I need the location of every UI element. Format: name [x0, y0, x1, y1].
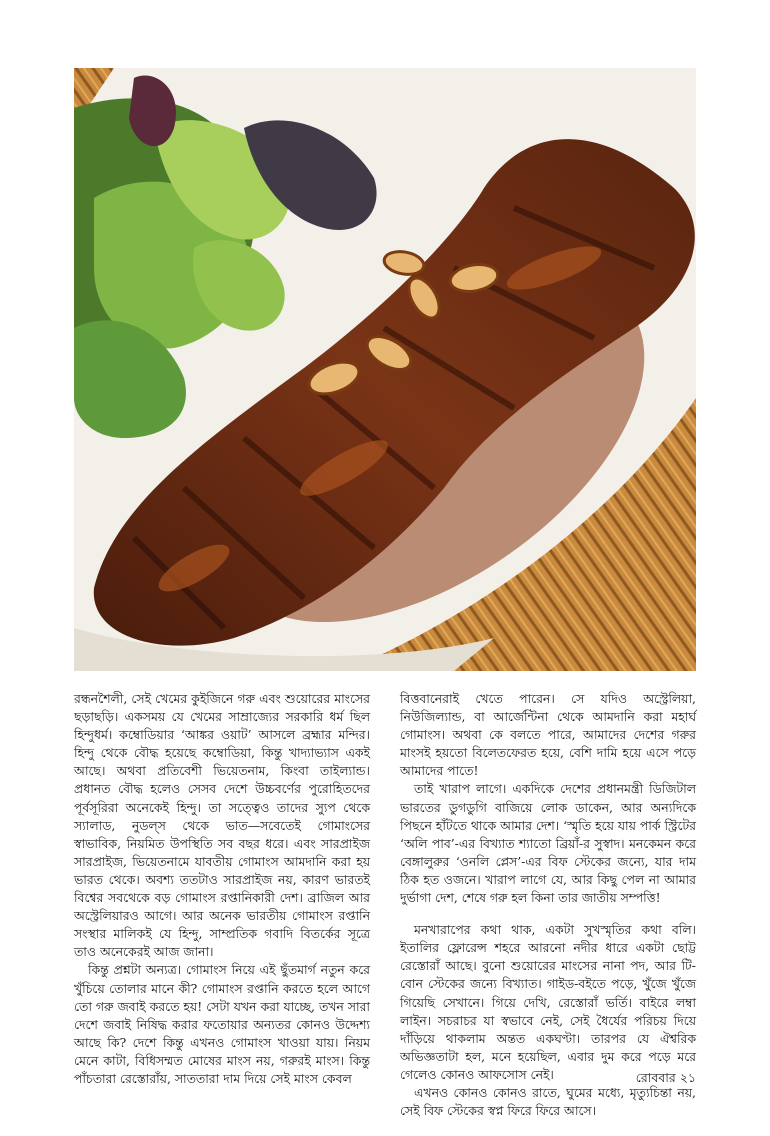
article-right-column — [400, 690, 696, 1120]
article-paragraph: কিন্তু প্রশ্নটা অন্যত্র। গোমাংস নিয়ে এই ছুঁতমার্গ নতুন করে খুঁচিয়ে তোলার মানে কী? গোমাংস রপ্তানি করতে হলে আগে তো গরু জবাই করতে হয়! সেটা যখন করা যাচ্ছে, তখন সারা দেশে জবাই নিষিদ্ধ করার ফতোয়ার অন্যতর কোনও উদ্দেশ্য আছে কি? দেশে কিন্তু এখনও গোমাংস খাওয়া যায়। নিয়ম মেনে কাটা, বিধিসম্মত মোষের মাংস নয়, গরুরই মাংস। কিন্তু পাঁচতারা রেস্তোরাঁয়, সাততারা দাম দিয়ে সেই মাংস কেবল — [74, 962, 370, 1086]
article-paragraph: তাই খারাপ লাগে। একদিকে দেশের প্রধানমন্ত্রী ডিজিটাল ভারতের ডুগডুগি বাজিয়ে লোক ডাকেন, আর অন্যদিকে পিছনে হাঁটতে থাকে আমার দেশ। ‘স্মৃতি হয়ে যায় পার্ক স্ট্রিটের ‘অলি পাব’-এর বিখ্যাত শ্যাতো ব্রিয়াঁ-র সুস্বাদ। মনকেমন করে বেঙ্গালুরুর ‘ওনলি প্লেস’-এর বিফ স্টেকের জন্যে, যার দাম ঠিক হত ওজনে। খারাপ লাগে যে, আর কিছু পেল না আমার দুর্ভাগা দেশ, শেষে গরু হল কিনা তার জাতীয় সম্পত্তি! — [400, 781, 696, 906]
article-paragraph: এখনও কোনও কোনও রাতে, ঘুমের মধ্যে, মৃত্যুচিন্তা নয়, সেই বিফ স্টেকের স্বপ্ন ফিরে ফিরে আসে। — [400, 1084, 696, 1119]
article-paragraph: রন্ধনশৈলী, সেই খেমের কুইজিনে গরু এবং শুয়োরের মাংসের ছড়াছড়ি। একসময় যে খেমের সাম্রাজ্যের সরকারি ধর্ম ছিল হিন্দুধর্ম। কম্বোডিয়ার ‘আঙ্কর ওয়াট’ আসলে ব্রহ্মার মন্দির। হিন্দু থেকে বৌদ্ধ হয়েছে কম্বোডিয়া, কিন্তু খাদ্যাভ্যাস একই আছে। অথবা প্রতিবেশী ভিয়েতনাম, কিংবা তাইল্যান্ড। প্রধানত বৌদ্ধ হলেও সেসব দেশে উচ্চবর্ণের পুরোহিতদের পূর্বসূরিরা অনেকেই হিন্দু। তা সত্ত্বেও তাদের স্যুপ থেকে স্যালাড, নুডল্‌স থেকে ভাত—সবেতেই গোমাংসের স্বাভাবিক, নিয়মিত উপস্থিতি সব বছর ধরে। এবং সারপ্রাইজ সারপ্রাইজ, ভিয়েতনামে যাবতীয় গোমাংস আমদানি করা হয় ভারত থেকে। অবশ্য ততটাও সারপ্রাইজ নয়, কারণ ভারতই বিশ্বের সবথেকে বড় গোমাংস রপ্তানিকারী দেশ। ব্রাজিল আর অস্ট্রেলিয়ারও আগে। আর অনেক ভারতীয় গোমাংস রপ্তানি সংস্থার মালিকই যে হিন্দু, সাম্প্রতিক গবাদি বিতর্কের সূত্রে তাও অনেকেরই আজ জানা। — [74, 691, 370, 960]
article-paragraph: মনখারাপের কথা থাক, একটা সুখস্মৃতির কথা বলি। ইতালির ফ্লোরেন্স শহরে আরনো নদীর ধারে একটা ছোট্ট রেস্তোরাঁ আছে। বুনো শুয়োরের মাংসের নানা পদ, আর টি-বোন স্টেকের জন্যে বিখ্যাত। গাইড-বইতে পড়ে, খুঁজে খুঁজে গিয়েছি সেখানে। গিয়ে দেখি, রেস্তোরাঁ ভর্তি। বাইরে লম্বা লাইন। সচরাচর যা স্বভাবে নেই, সেই ধৈর্যের পরিচয় দিয়ে দাঁড়িয়ে থাকলাম অন্তত একঘণ্টা। তারপর যে ঐশ্বরিক অভিজ্ঞতাটা হল, মনে হয়েছিল, এবার দুম করে পড়ে মরে গেলেও কোনও আফসোস নেই। — [400, 922, 696, 1082]
page-footer: রোববার ২১ — [635, 1070, 696, 1085]
steak-photo — [74, 68, 696, 671]
article-left-column — [74, 690, 370, 1088]
article-paragraph: বিত্তবানেরাই খেতে পারেন। সে যদিও অস্ট্রেলিয়া, নিউজিল্যান্ড, বা আর্জেন্টিনা থেকে আমদানি করা মহার্ঘ গোমাংস। অথবা কে বলতে পারে, আমাদের দেশের গরুর মাংসই হয়তো বিলেতফেরত হয়ে, বেশি দামি হয়ে এসে পড়ে আমাদের পাতে! — [400, 691, 696, 779]
